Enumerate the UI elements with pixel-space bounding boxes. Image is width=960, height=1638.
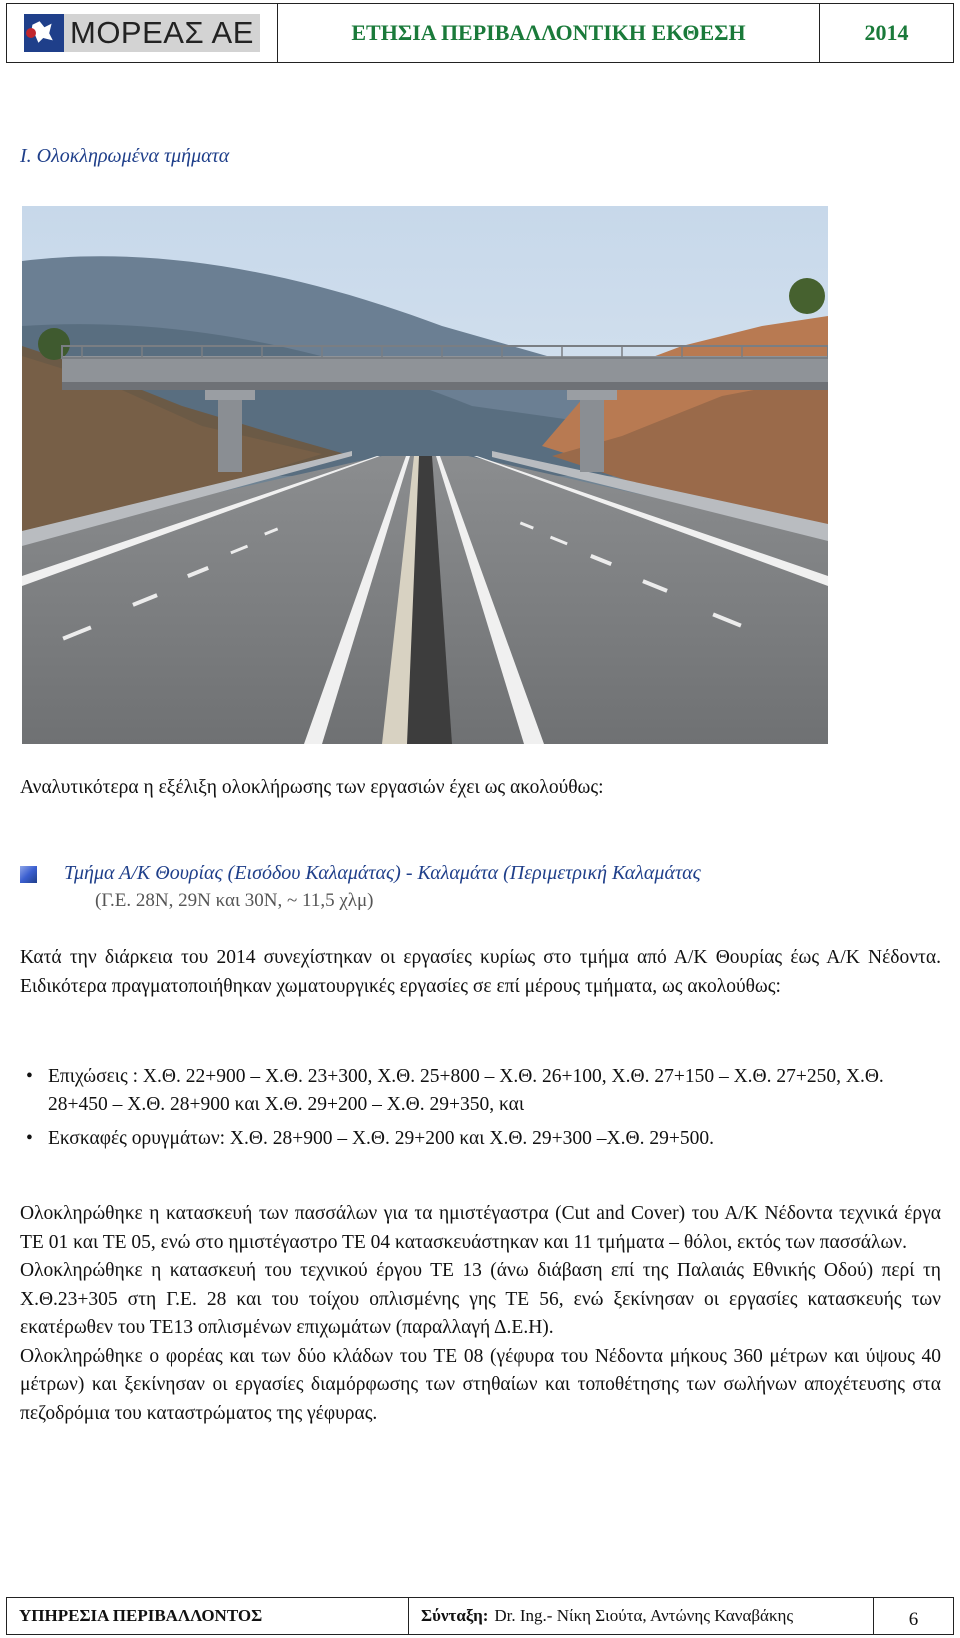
footer-authors-cell xyxy=(409,1598,874,1634)
works-list xyxy=(20,1063,941,1153)
report-year: 2014 xyxy=(864,20,909,45)
peloponnese-map-icon xyxy=(24,14,64,52)
paragraph: Ολοκληρώθηκε η κατασκευή των πασσάλων για τα ημιστέγαστρα (Cut and Cover) του Α/Κ Νέδοντα τεχνικά έργα ΤΕ 01 και ΤΕ 05, ενώ στο ημιστέγαστρο ΤΕ 04 κατασκευάστηκαν και 11 τμήματα – θόλοι, εκτός των πασσάλων. xyxy=(20,1203,941,1253)
report-title: ΕΤΗΣΙΑ ΠΕΡΙΒΑΛΛΟΝΤΙΚΗ ΕΚΘΕΣΗ xyxy=(351,20,746,45)
logo-text: ΜΟΡΕΑΣ ΑΕ xyxy=(70,15,254,50)
footer-department: ΥΠΗΡΕΣΙΑ ΠΕΡΙΒΑΛΛΟΝΤΟΣ xyxy=(7,1598,409,1634)
page-footer xyxy=(6,1597,954,1635)
section-title: I. Ολοκληρωμένα τμήματα xyxy=(20,145,230,167)
company-logo xyxy=(24,14,260,52)
subsection-title: Τμήμα Α/Κ Θουρίας (Εισόδου Καλαμάτας) - Καλαμάτα (Περιμετρική Καλαμάτας xyxy=(64,862,701,884)
page-number: 6 xyxy=(908,1609,919,1630)
page-header xyxy=(6,3,954,63)
author-names: Dr. Ing.- Νίκη Σιούτα, Αντώνης Καναβάκης xyxy=(494,1606,794,1625)
header-title-cell xyxy=(278,4,820,62)
list-item: • Επιχώσεις : Χ.Θ. 22+900 – Χ.Θ. 23+300, Χ.Θ. 25+800 – Χ.Θ. 26+100, Χ.Θ. 27+150 – Χ.Θ. 27+250, Χ.Θ. 28+450 – Χ.Θ. 28+900 και Χ.Θ. 29+200 – Χ.Θ. 29+350, και xyxy=(20,1063,941,1119)
square-bullet-icon xyxy=(20,866,37,883)
paragraph: Ολοκληρώθηκε ο φορέας και των δύο κλάδων του ΤΕ 08 (γέφυρα του Νέδοντα μήκους 360 μέτρων και ύψους 40 μέτρων) και ξεκίνησαν οι εργασίες διαμόρφωσης των στηθαίων και τοποθέτησης των σωλήνων αποχέτευσης στα πεζοδρόμια του καταστρώματος της γέφυρας. xyxy=(20,1345,941,1424)
subsection-subtitle: (Γ.Ε. 28Ν, 29Ν και 30Ν, ~ 11,5 χλμ) xyxy=(95,890,374,911)
paragraph-intro-works: Κατά την διάρκεια του 2014 συνεχίστηκαν οι εργασίες κυρίως στο τμήμα από Α/Κ Θουρίας έως Α/Κ Νέδοντα. Ειδικότερα πραγματοποιήθηκαν χωματουργικές εργασίες σε επί μέρους τμήματα, ως ακολούθως: xyxy=(20,947,941,997)
header-year-cell xyxy=(820,4,953,62)
paragraph: Ολοκληρώθηκε η κατασκευή του τεχνικού έργου ΤΕ 13 (άνω διάβαση επί της Παλαιάς Εθνικής Οδού) περί τη Χ.Θ.23+305 στη Γ.Ε. 28 και του τοίχου οπλισμένης γης ΤΕ 56, ενώ ξεκίνησαν οι εργασίες κατασκευής των εκατέρωθεν του ΤΕ13 οπλισμένων επιχωμάτων (παραλλαγή Δ.Ε.Η). xyxy=(20,1260,941,1338)
paragraphs-block xyxy=(20,1200,941,1428)
logo-cell xyxy=(7,4,278,62)
list-item: • Εκσκαφές ορυγμάτων: Χ.Θ. 28+900 – Χ.Θ. 29+200 και Χ.Θ. 29+300 –Χ.Θ. 29+500. xyxy=(20,1125,941,1153)
author-label: Σύνταξη: xyxy=(421,1606,489,1625)
highway-photo xyxy=(22,206,828,744)
intro-text: Αναλυτικότερα η εξέλιξη ολοκλήρωσης των εργασιών έχει ως ακολούθως: xyxy=(20,777,604,798)
